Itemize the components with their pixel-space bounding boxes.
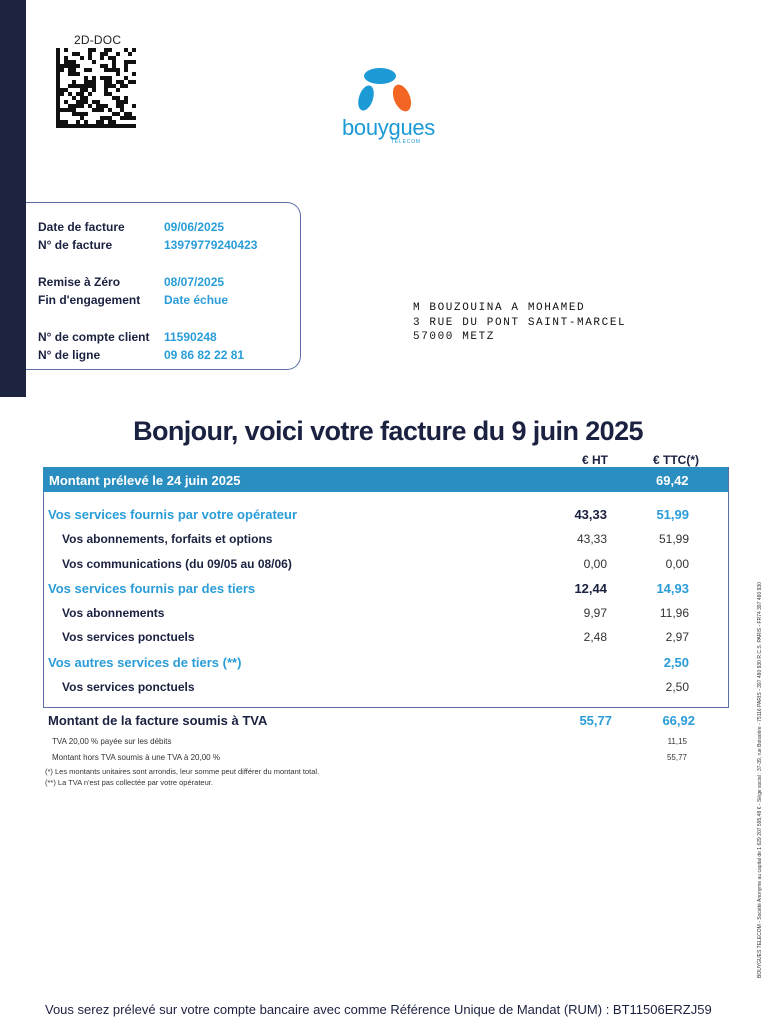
subscriptions-ht: 43,33	[576, 532, 607, 546]
vat-total-ttc: 66,92	[662, 713, 695, 728]
operator-services-ht: 43,33	[574, 507, 607, 522]
legal-notice-text: BOUYGUES TELECOM - Société Anonyme au capital de 1 629 207 595,48 € - Siège social : 37-39, rue Boissière - 75116 PARIS - 397 480 930 R.C.S. PARIS - FR74 397 480 930	[757, 582, 763, 978]
invoice-number-label: N° de facture	[38, 238, 113, 252]
other-oneoff-ttc: 2,50	[665, 680, 689, 694]
operator-services-label: Vos services fournis par votre opérateur	[48, 507, 298, 522]
communications-ttc: 0,00	[665, 557, 689, 571]
tp-oneoff-label: Vos services ponctuels	[62, 630, 195, 644]
invoice-date-label: Date de facture	[38, 220, 125, 234]
qr-code-icon	[56, 47, 136, 129]
address-line-1: M BOUZOUINA A MOHAMED	[413, 302, 586, 314]
invoice-number-value: 13979779240423	[164, 238, 258, 252]
tp-oneoff-ht: 2,48	[583, 630, 607, 644]
subscriptions-label: Vos abonnements, forfaits et options	[62, 532, 273, 546]
vat-total-label: Montant de la facture soumis à TVA	[48, 713, 268, 728]
mandate-reference: Vous serez prélevé sur votre compte bancaire avec comme Référence Unique de Mandat (RUM) : BT11506ERZJ59	[45, 1002, 712, 1017]
third-party-label: Vos services fournis par des tiers	[48, 581, 256, 596]
vat-rate-value: 11,15	[667, 737, 687, 746]
tp-subscriptions-ttc: 11,96	[659, 606, 689, 620]
third-party-ht: 12,44	[574, 581, 607, 596]
amount-debited-label: Montant prélevé le 24 juin 2025	[49, 473, 241, 488]
account-value: 11590248	[164, 330, 217, 344]
communications-label: Vos communications (du 09/05 au 08/06)	[62, 557, 292, 571]
reset-label: Remise à Zéro	[38, 275, 121, 289]
column-header-ttc: € TTC(*)	[653, 453, 699, 467]
invoice-date-value: 09/06/2025	[164, 220, 225, 234]
other-oneoff-label: Vos services ponctuels	[62, 680, 195, 694]
subscriptions-ttc: 51,99	[658, 532, 689, 546]
reset-value: 08/07/2025	[164, 275, 225, 289]
vat-base-value: 55,77	[666, 753, 687, 762]
vat-base-label: Montant hors TVA soumis à une TVA à 20,00 %	[52, 753, 220, 762]
communications-ht: 0,00	[583, 557, 607, 571]
tp-oneoff-ttc: 2,97	[665, 630, 689, 644]
column-header-ht: € HT	[582, 453, 609, 467]
qr-code-label: 2D-DOC	[74, 33, 122, 47]
legal-notice	[757, 548, 767, 978]
address-line-2: 3 RUE DU PONT SAINT-MARCEL	[413, 317, 627, 329]
address-line-3: 57000 METZ	[413, 331, 496, 343]
engagement-label: Fin d'engagement	[38, 293, 141, 307]
brand-name: bouygues	[342, 115, 436, 140]
other-third-party-label: Vos autres services de tiers (**)	[48, 655, 242, 670]
account-label: N° de compte client	[38, 330, 150, 344]
operator-services-ttc: 51,99	[656, 507, 689, 522]
footnote-rounding: (*) Les montants unitaires sont arrondis, leur somme peut différer du montant total.	[45, 767, 320, 776]
third-party-ttc: 14,93	[656, 581, 689, 596]
brand-subtitle: TELECOM	[391, 139, 421, 145]
engagement-value: Date échue	[164, 293, 229, 307]
other-third-party-ttc: 2,50	[663, 655, 689, 670]
page-title: Bonjour, voici votre facture du 9 juin 2025	[133, 416, 643, 446]
vat-total-ht: 55,77	[579, 713, 612, 728]
tp-subscriptions-label: Vos abonnements	[62, 606, 165, 620]
footnote-vat-third-party: (**) La TVA n'est pas collectée par votre opérateur.	[45, 778, 213, 787]
side-bar-accent	[0, 0, 26, 397]
amount-debited-value: 69,42	[656, 473, 689, 488]
tp-subscriptions-ht: 9,97	[583, 606, 607, 620]
line-value: 09 86 82 22 81	[164, 348, 245, 362]
vat-rate-label: TVA 20,00 % payée sur les débits	[52, 737, 172, 746]
line-label: N° de ligne	[38, 348, 101, 362]
